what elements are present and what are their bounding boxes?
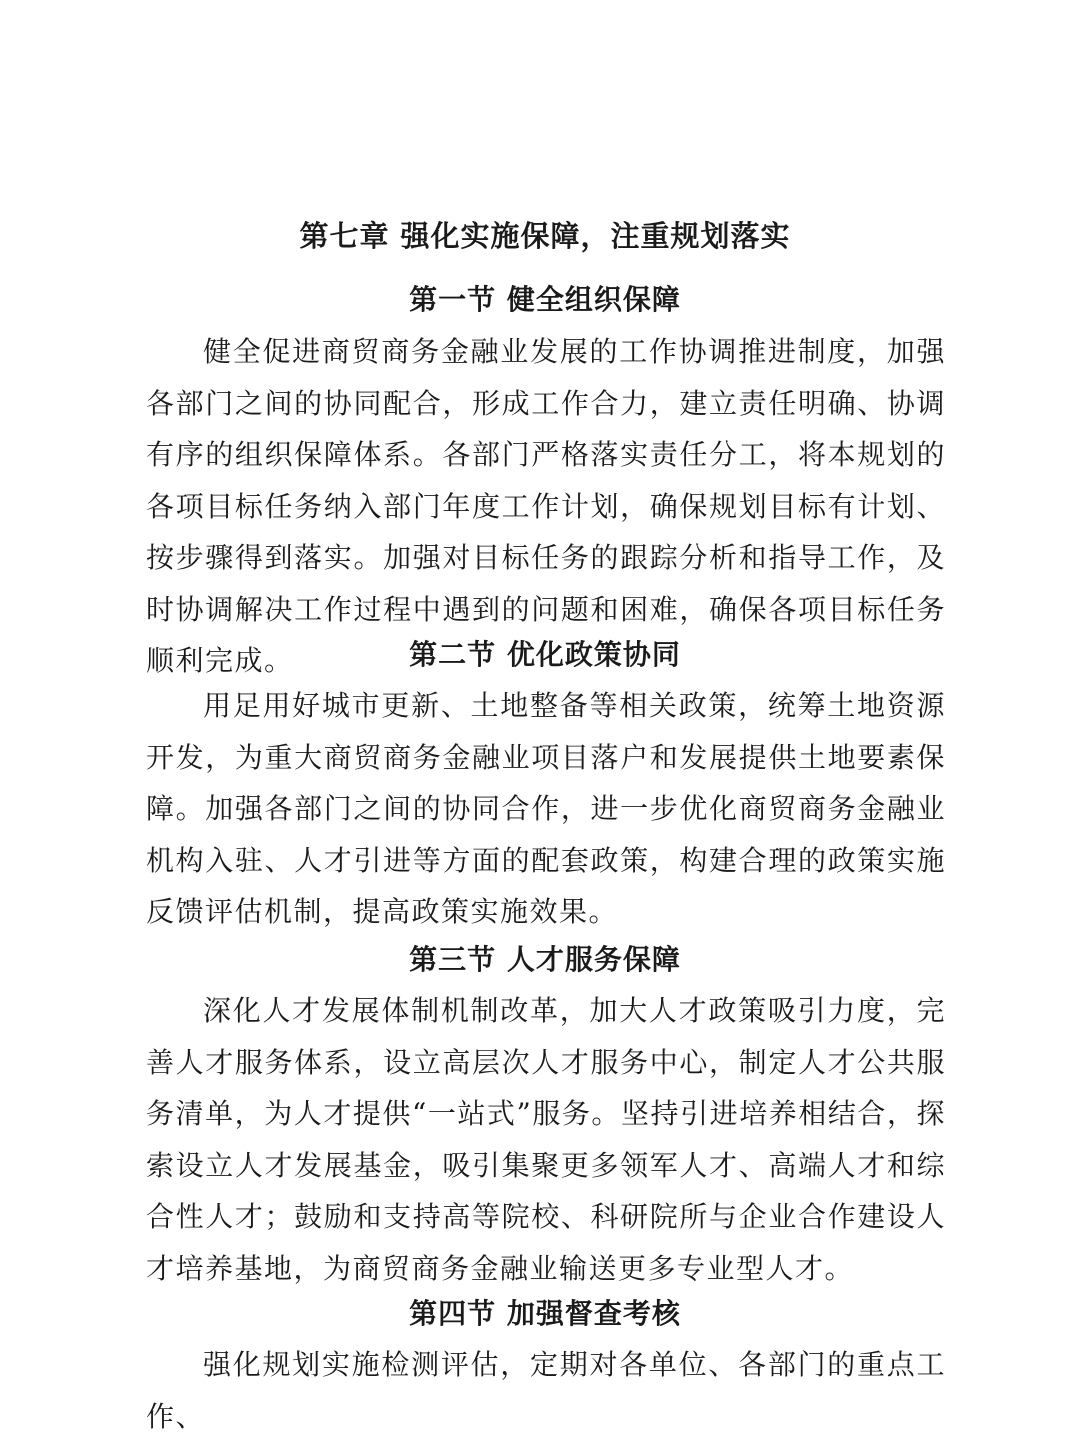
section-body-1: 健全促进商贸商务金融业发展的工作协调推进制度，加强各部门之间的协同配合，形成工作合力，建立责任明确、协调有序的组织保障体系。各部门严格落实责任分工，将本规划的各项目标任务纳入部门年度工作计划，确保规划目标有计划、按步骤得到落实。加强对目标任务的跟踪分析和指导工作，及时协调解决工作过程中遇到的问题和困难，确保各项目标任务顺利完成。 <box>146 335 946 677</box>
section-title-1: 第一节 健全组织保障 <box>409 283 681 316</box>
section-body-2: 用足用好城市更新、土地整备等相关政策，统筹土地资源开发，为重大商贸商务金融业项目落户和发展提供土地要素保障。加强各部门之间的协同合作，进一步优化商贸商务金融业机构入驻、人才引进等方面的配套政策，构建合理的政策实施反馈评估机制，提高政策实施效果。 <box>146 689 946 928</box>
section-body-4: 强化规划实施检测评估，定期对各单位、各部门的重点工作、 <box>146 1348 946 1433</box>
chapter-title: 第七章 强化实施保障，注重规划落实 <box>299 219 791 253</box>
section-title-3: 第三节 人才服务保障 <box>409 943 681 976</box>
section-title-2: 第二节 优化政策协同 <box>409 638 681 671</box>
section-title-4: 第四节 加强督查考核 <box>409 1297 681 1330</box>
section-body-3: 深化人才发展体制机制改革，加大人才政策吸引力度，完善人才服务体系，设立高层次人才服务中心，制定人才公共服务清单，为人才提供“一站式”服务。坚持引进培养相结合，探索设立人才发展基金，吸引集聚更多领军人才、高端人才和综合性人才；鼓励和支持高等院校、科研院所与企业合作建设人才培养基地，为商贸商务金融业输送更多专业型人才。 <box>146 994 946 1285</box>
